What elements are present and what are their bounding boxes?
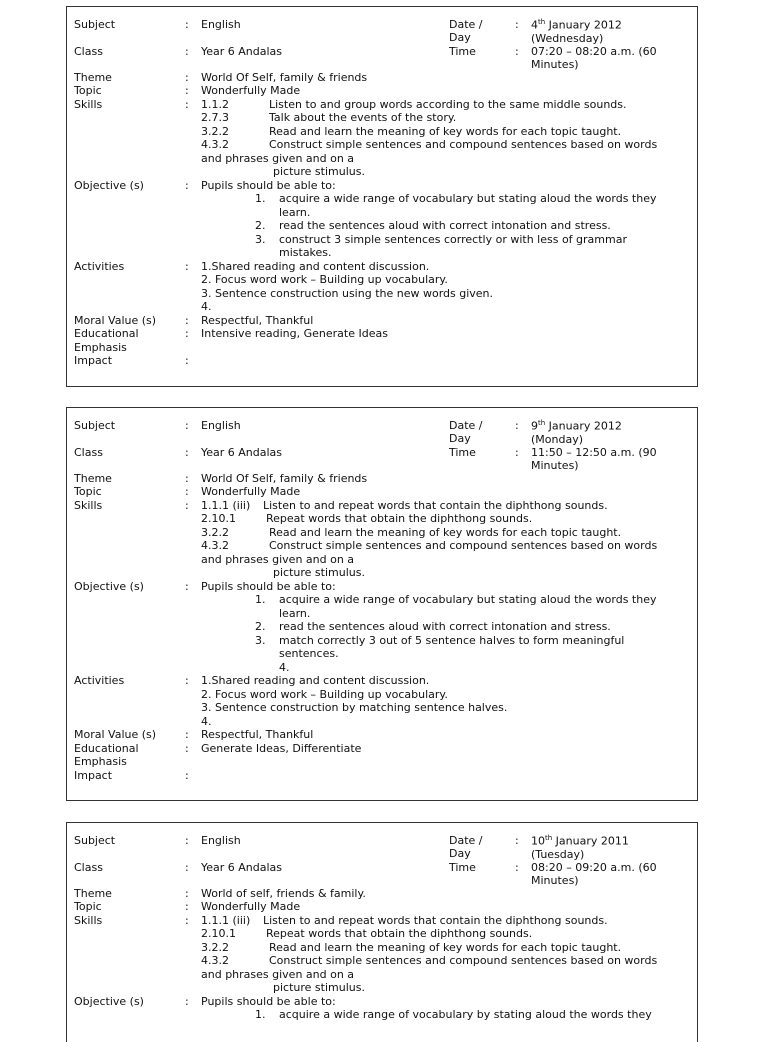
colon: : bbox=[185, 84, 189, 98]
theme-label: Theme bbox=[74, 471, 112, 485]
skill-item: 1.1.1 (iii) Listen to and repeat words that contain the diphthong sounds. bbox=[201, 498, 608, 512]
moral-row bbox=[74, 728, 697, 742]
objective-intro: Pupils should be able to: bbox=[201, 579, 336, 593]
topic-label: Topic bbox=[74, 84, 102, 98]
theme-label: Theme bbox=[74, 70, 112, 84]
moral-row bbox=[74, 314, 697, 328]
emphasis-label: Educational Emphasis bbox=[74, 741, 139, 769]
theme-row bbox=[74, 887, 697, 901]
activity-item: 1.Shared reading and content discussion. bbox=[201, 259, 430, 273]
header-row-class bbox=[74, 45, 697, 71]
date-value: 9th January 2012 (Monday) bbox=[531, 419, 622, 446]
activities-row bbox=[74, 260, 697, 314]
objective-row bbox=[74, 995, 697, 1022]
colon: : bbox=[185, 259, 189, 273]
skill-continuation: and phrases given and on a bbox=[201, 967, 355, 981]
colon: : bbox=[185, 913, 189, 927]
colon: : bbox=[185, 579, 189, 593]
impact-label: Impact bbox=[74, 354, 113, 368]
topic-row bbox=[74, 900, 697, 914]
colon: : bbox=[185, 994, 189, 1008]
date-label: Date / Day bbox=[449, 18, 483, 44]
objective-list bbox=[201, 580, 677, 675]
skill-continuation: and phrases given and on a bbox=[201, 552, 355, 566]
objective-item: 2. read the sentences aloud with correct intonation and stress. bbox=[255, 620, 611, 634]
colon: : bbox=[185, 18, 189, 31]
skills-list bbox=[201, 98, 677, 179]
skill-continuation: and phrases given and on a bbox=[201, 151, 355, 165]
colon: : bbox=[515, 44, 519, 58]
objective-label: Objective (s) bbox=[74, 178, 144, 192]
subject-label: Subject bbox=[74, 419, 116, 432]
header-row-subject bbox=[74, 834, 697, 861]
objective-item: 3. match correctly 3 out of 5 sentence halves to form meaningful sentences. bbox=[255, 633, 625, 661]
time-value: 11:50 – 12:50 a.m. (90 Minutes) bbox=[531, 445, 657, 472]
skills-label: Skills bbox=[74, 498, 103, 512]
skills-list bbox=[201, 914, 677, 995]
skill-item: 3.2.2 Read and learn the meaning of key words for each topic taught. bbox=[201, 525, 622, 539]
objective-intro: Pupils should be able to: bbox=[201, 178, 336, 192]
skill-continuation: picture stimulus. bbox=[273, 165, 365, 179]
objective-label: Objective (s) bbox=[74, 579, 144, 593]
skill-item: 2.10.1 Repeat words that obtain the diphthong sounds. bbox=[201, 927, 533, 941]
objective-item: 1. acquire a wide range of vocabulary but stating aloud the words they learn. bbox=[255, 192, 657, 219]
objective-label: Objective (s) bbox=[74, 994, 144, 1008]
objective-item: 1. acquire a wide range of vocabulary but stating aloud the words they learn. bbox=[255, 593, 657, 620]
colon: : bbox=[515, 834, 519, 847]
time-value: 07:20 – 08:20 a.m. (60 Minutes) bbox=[531, 44, 657, 71]
activities-row bbox=[74, 674, 697, 728]
skill-item: 3.2.2 Read and learn the meaning of key words for each topic taught. bbox=[201, 940, 622, 954]
time-label: Time bbox=[449, 860, 476, 874]
skills-row bbox=[74, 914, 697, 995]
lesson-plan-3 bbox=[66, 822, 698, 1042]
colon: : bbox=[185, 313, 189, 327]
colon: : bbox=[185, 674, 189, 688]
colon: : bbox=[185, 485, 189, 499]
activity-item: 4. bbox=[201, 300, 212, 314]
skill-item: 4.3.2 Construct simple sentences and compound sentences based on words bbox=[201, 138, 658, 152]
skill-continuation: picture stimulus. bbox=[273, 981, 365, 995]
colon: : bbox=[185, 834, 189, 847]
colon: : bbox=[185, 886, 189, 900]
colon: : bbox=[185, 354, 189, 368]
colon: : bbox=[185, 728, 189, 742]
impact-value bbox=[201, 354, 677, 368]
topic-row bbox=[74, 84, 697, 98]
date-value: 10th January 2011 (Tuesday) bbox=[531, 834, 629, 861]
activity-item: 3. Sentence construction by matching sentence halves. bbox=[201, 701, 508, 715]
activities-list bbox=[201, 674, 677, 728]
colon: : bbox=[185, 860, 189, 874]
topic-row bbox=[74, 485, 697, 499]
class-value: Year 6 Andalas bbox=[201, 445, 283, 459]
lesson-plan-2 bbox=[66, 407, 698, 801]
class-value: Year 6 Andalas bbox=[201, 860, 283, 874]
skills-row bbox=[74, 98, 697, 179]
colon: : bbox=[515, 419, 519, 432]
time-label: Time bbox=[449, 44, 476, 58]
emphasis-row bbox=[74, 742, 697, 769]
theme-row bbox=[74, 472, 697, 486]
emphasis-row bbox=[74, 327, 697, 354]
objective-item: 2. read the sentences aloud with correct intonation and stress. bbox=[255, 219, 611, 233]
skills-label: Skills bbox=[74, 913, 103, 927]
date-value: 4th January 2012 (Wednesday) bbox=[531, 18, 622, 45]
colon: : bbox=[515, 860, 519, 874]
skills-label: Skills bbox=[74, 97, 103, 111]
colon: : bbox=[185, 70, 189, 84]
colon: : bbox=[185, 768, 189, 782]
topic-label: Topic bbox=[74, 485, 102, 499]
activity-item: 4. bbox=[201, 714, 212, 728]
subject-label: Subject bbox=[74, 18, 116, 31]
class-value: Year 6 Andalas bbox=[201, 44, 283, 58]
skill-item: 1.1.2 Listen to and group words according to the same middle sounds. bbox=[201, 97, 627, 111]
impact-label: Impact bbox=[74, 768, 113, 782]
skill-continuation: picture stimulus. bbox=[273, 566, 365, 580]
emphasis-value: Intensive reading, Generate Ideas bbox=[201, 327, 388, 341]
subject-label: Subject bbox=[74, 834, 116, 847]
skill-item: 4.3.2 Construct simple sentences and compound sentences based on words bbox=[201, 539, 658, 553]
subject-value: English bbox=[201, 834, 241, 847]
lesson-plan-1 bbox=[66, 6, 698, 387]
objective-row bbox=[74, 580, 697, 675]
subject-value: English bbox=[201, 18, 241, 31]
theme-value: World Of Self, family & friends bbox=[201, 70, 368, 84]
activity-item: 3. Sentence construction using the new words given. bbox=[201, 286, 494, 300]
class-label: Class bbox=[74, 445, 103, 459]
topic-label: Topic bbox=[74, 900, 102, 914]
colon: : bbox=[185, 327, 189, 341]
colon: : bbox=[185, 97, 189, 111]
objective-intro: Pupils should be able to: bbox=[201, 994, 336, 1008]
activity-item: 1.Shared reading and content discussion. bbox=[201, 674, 430, 688]
moral-label: Moral Value (s) bbox=[74, 728, 157, 742]
emphasis-value: Generate Ideas, Differentiate bbox=[201, 741, 362, 755]
objective-list bbox=[201, 179, 677, 260]
impact-row bbox=[74, 769, 697, 783]
emphasis-label: Educational Emphasis bbox=[74, 327, 139, 354]
activity-item: 2. Focus word work – Building up vocabulary. bbox=[201, 687, 448, 701]
activities-label: Activities bbox=[74, 674, 125, 688]
skill-item: 2.7.3 Talk about the events of the story. bbox=[201, 111, 457, 125]
impact-row bbox=[74, 354, 697, 368]
skills-list bbox=[201, 499, 677, 580]
colon: : bbox=[185, 498, 189, 512]
time-value: 08:20 – 09:20 a.m. (60 Minutes) bbox=[531, 860, 657, 887]
subject-value: English bbox=[201, 419, 241, 432]
objective-row bbox=[74, 179, 697, 260]
date-label: Date / Day bbox=[449, 419, 483, 445]
header-row-class bbox=[74, 446, 697, 472]
topic-value: Wonderfully Made bbox=[201, 84, 301, 98]
colon: : bbox=[515, 445, 519, 459]
theme-row bbox=[74, 71, 697, 85]
topic-value: Wonderfully Made bbox=[201, 900, 301, 914]
objective-list bbox=[201, 995, 677, 1022]
header-row-class bbox=[74, 861, 697, 887]
header-row-subject bbox=[74, 419, 697, 446]
skill-item: 2.10.1 Repeat words that obtain the diphthong sounds. bbox=[201, 512, 533, 526]
header-row-subject bbox=[74, 18, 697, 45]
theme-value: World of self, friends & family. bbox=[201, 886, 366, 900]
class-label: Class bbox=[74, 860, 103, 874]
colon: : bbox=[185, 419, 189, 432]
skill-item: 1.1.1 (iii) Listen to and repeat words that contain the diphthong sounds. bbox=[201, 913, 608, 927]
activity-item: 2. Focus word work – Building up vocabulary. bbox=[201, 273, 448, 287]
activities-list bbox=[201, 260, 677, 314]
skills-row bbox=[74, 499, 697, 580]
colon: : bbox=[185, 741, 189, 755]
colon: : bbox=[185, 900, 189, 914]
impact-value bbox=[201, 769, 677, 783]
objective-item: 4. bbox=[279, 660, 290, 674]
colon: : bbox=[185, 44, 189, 58]
date-label: Date / Day bbox=[449, 834, 483, 860]
objective-item: 3. construct 3 simple sentences correctly or with less of grammar mistakes. bbox=[255, 232, 627, 260]
objective-item: 1. acquire a wide range of vocabulary by stating aloud the words they bbox=[255, 1008, 652, 1022]
colon: : bbox=[515, 18, 519, 31]
class-label: Class bbox=[74, 44, 103, 58]
moral-label: Moral Value (s) bbox=[74, 313, 157, 327]
skill-item: 3.2.2 Read and learn the meaning of key words for each topic taught. bbox=[201, 124, 622, 138]
colon: : bbox=[185, 471, 189, 485]
skill-item: 4.3.2 Construct simple sentences and compound sentences based on words bbox=[201, 954, 658, 968]
moral-value: Respectful, Thankful bbox=[201, 313, 314, 327]
theme-value: World Of Self, family & friends bbox=[201, 471, 368, 485]
activities-label: Activities bbox=[74, 259, 125, 273]
time-label: Time bbox=[449, 445, 476, 459]
topic-value: Wonderfully Made bbox=[201, 485, 301, 499]
moral-value: Respectful, Thankful bbox=[201, 728, 314, 742]
colon: : bbox=[185, 178, 189, 192]
colon: : bbox=[185, 445, 189, 459]
theme-label: Theme bbox=[74, 886, 112, 900]
